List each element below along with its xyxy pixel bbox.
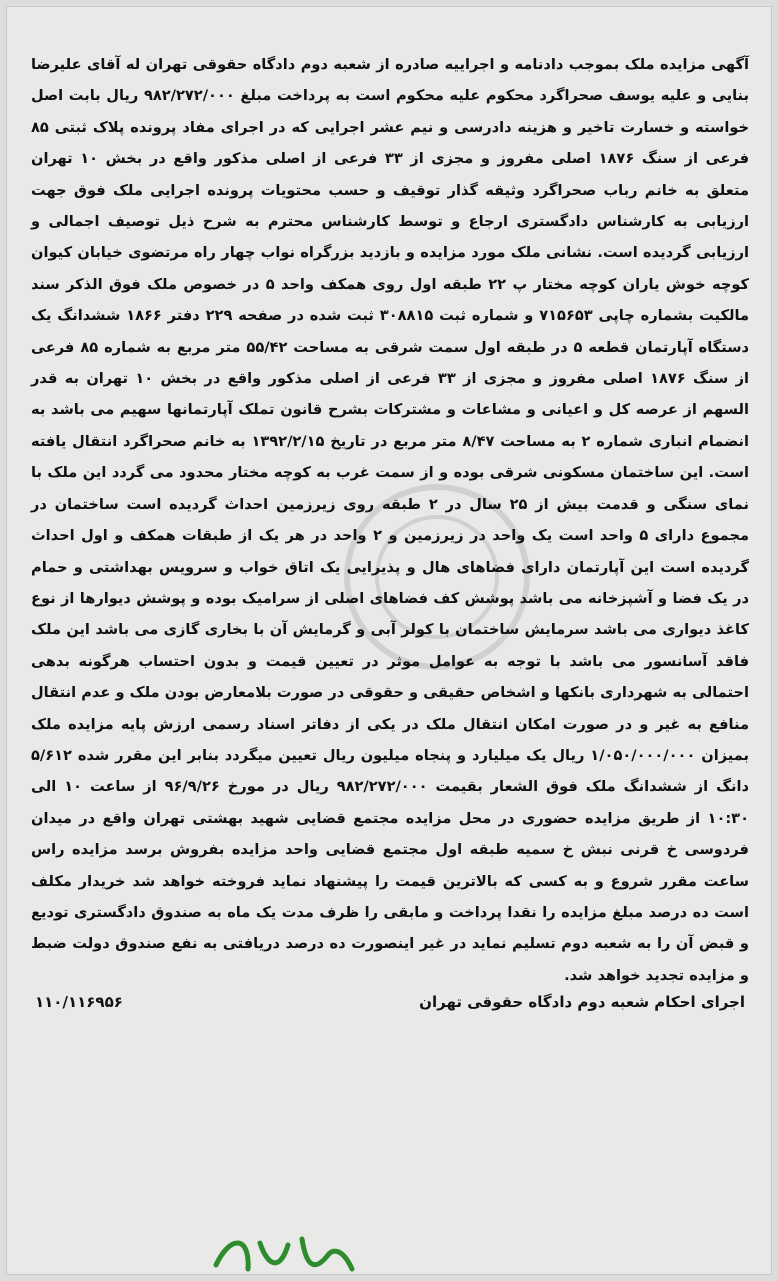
newspaper-clipping bbox=[6, 6, 772, 1275]
reference-number: ۱۱۰/۱۱۶۹۵۶ bbox=[35, 993, 123, 1012]
issuer-name: اجرای احکام شعبه دوم دادگاه حقوقی تهران bbox=[419, 993, 745, 1012]
notice-footer bbox=[31, 993, 749, 1011]
auction-notice-body: آگهی مزایده ملک بموجب دادنامه و اجراییه صادره از شعبه دوم دادگاه حقوقی تهران له آقای علیرضا بنایی و علیه یوسف صحراگرد محکوم علیه محکوم است به پرداخت مبلغ ۹۸۲/۲۷۲/۰۰۰ ریال بابت اصل خواسته و خسارت تاخیر و هزینه دادرسی و نیم عشر اجرایی که در اجرای مفاد پرونده پلاک ثبتی ۸۵ فرعی از سنگ ۱۸۷۶ اصلی مفروز و مجزی از ۳۳ فرعی از اصلی مذکور واقع در بخش ۱۰ تهران متعلق به خانم رباب صحراگرد وثیقه گذار توقیف و حسب محتویات پرونده اجرایی ملک فوق جهت ارزیابی به کارشناس دادگستری ارجاع و توسط کارشناس محترم به شرح ذیل توصیف اجمالی و ارزیابی گردیده است. نشانی ملک مورد مزایده و بازدید بزرگراه نواب چهار راه مرتضوی خیابان کیوان کوچه خوش یاران کوچه مختار پ ۲۲ طبقه اول روی همکف واحد ۵ در خصوص ملک فوق الذکر سند مالکیت بشماره چاپی ۷۱۵۶۵۳ و شماره ثبت ۳۰۸۸۱۵ ثبت شده در صفحه ۲۲۹ دفتر ۱۸۶۶ ششدانگ یک دستگاه آپارتمان قطعه ۵ در طبقه اول سمت شرقی به مساحت ۵۵/۴۲ متر مربع به شماره ۸۵ فرعی از سنگ ۱۸۷۶ اصلی مفروز و مجزی از ۳۳ فرعی از اصلی مذکور واقع در بخش ۱۰ تهران به قدر السهم از عرصه کل و اعیانی و مشاعات و مشترکات بشرح قانون تملک آپارتمانها سهیم می باشد به انضمام انباری شماره ۲ به مساحت ۸/۴۷ متر مربع در تاریخ ۱۳۹۲/۲/۱۵ به خانم صحراگرد انتقال یافته است. این ساختمان مسکونی شرقی بوده و از سمت غرب به کوچه مختار محدود می گردد این ملک با نمای سنگی و قدمت بیش از ۲۵ سال در ۲ طبقه روی زیرزمین احداث گردیده است ساختمان در مجموع دارای ۵ واحد است یک واحد در زیرزمین و ۲ واحد در هر یک از طبقات همکف و اول احداث گردیده است این آپارتمان دارای فضاهای هال و پذیرایی یک اتاق خواب و سرویس بهداشتی و حمام در یک فضا و آشپزخانه می باشد پوشش کف فضاهای اصلی از سرامیک بوده و پوشش دیوارها از نوع کاغذ دیواری می باشد سرمایش ساختمان با کولر آبی و گرمایش آن با بخاری گازی می باشد این ملک فاقد آسانسور می باشد با توجه به عوامل موثر در تعیین قیمت و بدون احتساب هرگونه بدهی احتمالی به شهرداری بانکها و اشخاص حقیقی و حقوقی در صورت بلامعارض بودن ملک و عدم انتقال منافع به غیر و در صورت امکان انتقال ملک در یکی از دفاتر اسناد رسمی ارزش پایه مزایده ملک بمیزان ۱/۰۵۰/۰۰۰/۰۰۰ ریال یک میلیارد و پنجاه میلیون ریال تعیین میگردد بنابر این مقرر شده ۵/۶۱۲ دانگ از ششدانگ ملک فوق الشعار بقیمت ۹۸۲/۲۷۲/۰۰۰ ریال در مورخ ۹۶/۹/۲۶ از ساعت ۱۰ الی ۱۰:۳۰ از طریق مزایده حضوری در محل مزایده مجتمع قضایی شهید بهشتی تهران واقع در میدان فردوسی خ قرنی نبش خ سمیه طبقه اول مجتمع قضایی واحد مزایده بفروش برسد مزایده راس ساعت مقرر شروع و به کسی که بالاترین قیمت را پیشنهاد نماید فروخته خواهد شد خریدار مکلف است ده درصد مبلغ مزایده را نقدا پرداخت و مابقی را ظرف مدت یک ماه به صندوق دادگستری تودیع و قبض آن را به شعبه دوم تسلیم نماید در غیر اینصورت ده درصد دریافتی به نفع صندوق دولت ضبط و مزایده تجدید خواهد شد. bbox=[31, 56, 750, 984]
notice-container bbox=[31, 49, 749, 1264]
handwritten-mark-icon bbox=[210, 1225, 360, 1281]
